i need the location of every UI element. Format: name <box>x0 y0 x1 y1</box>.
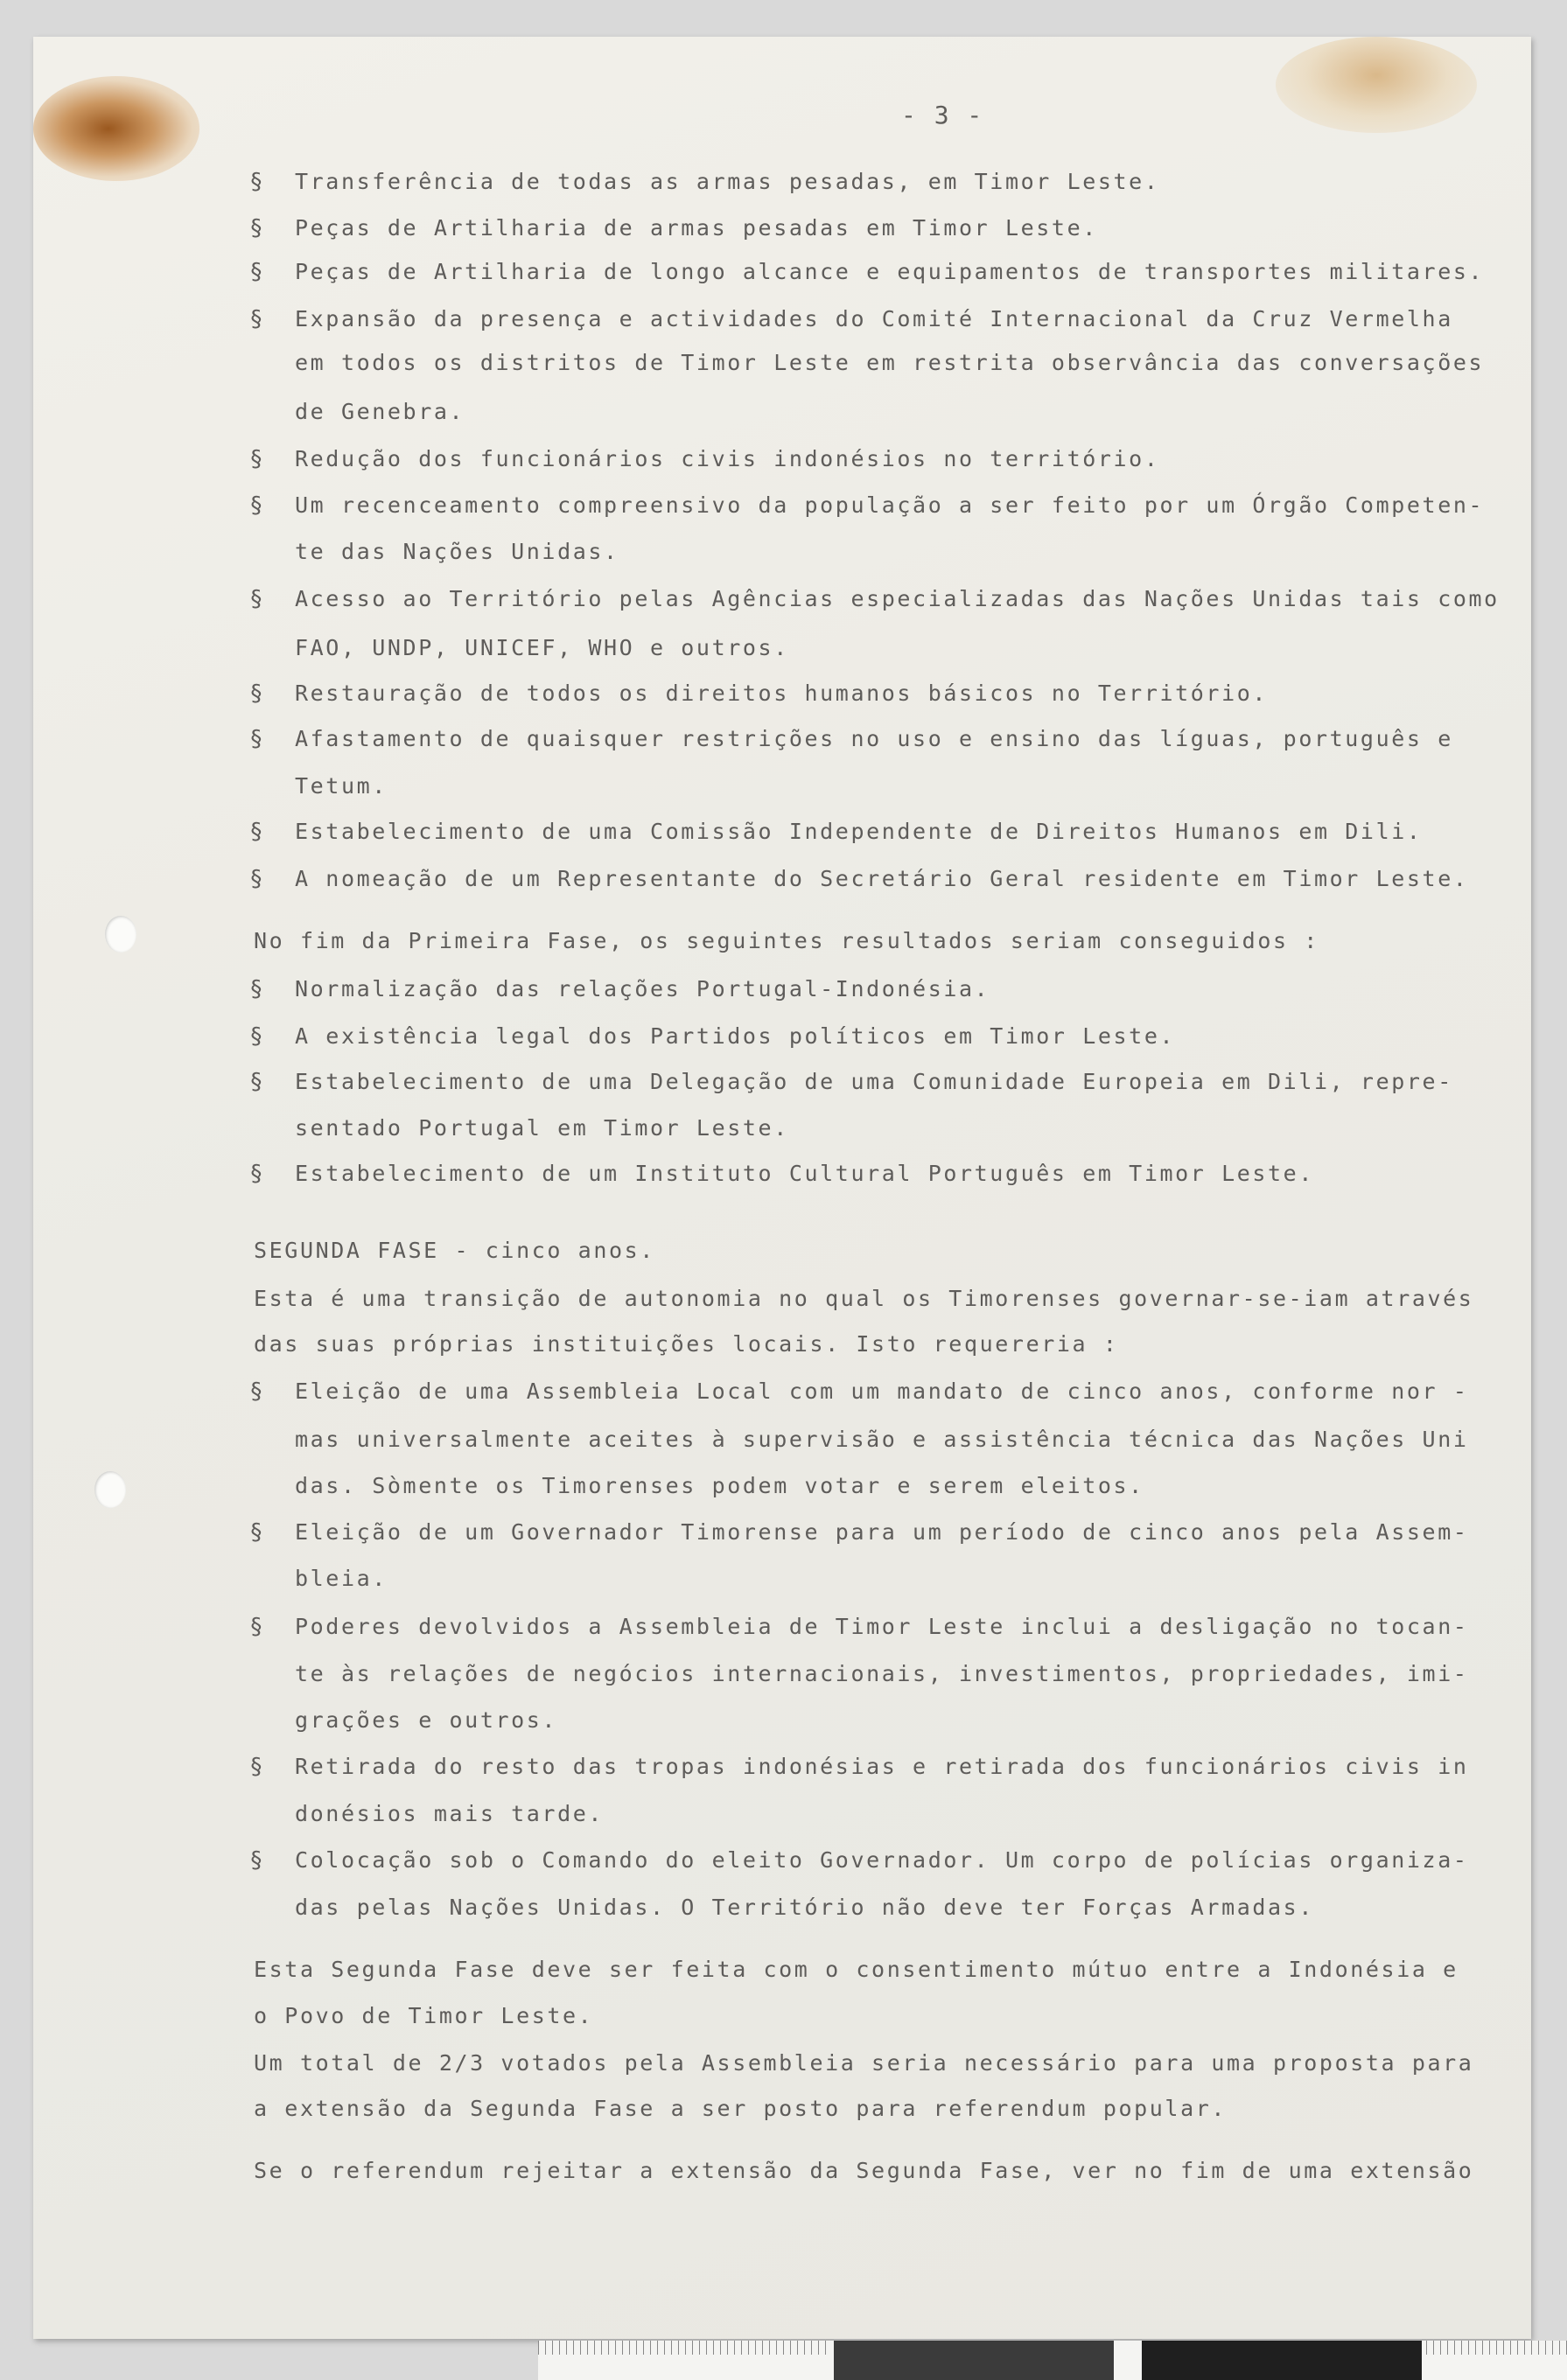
page-number: - 3 - <box>901 101 984 129</box>
section-bullet: § <box>249 680 263 707</box>
black-calibration-block <box>1142 2341 1422 2380</box>
text-line: Normalização das relações Portugal-Indonésia. <box>295 976 990 1002</box>
text-line: A nomeação de um Representante do Secretário Geral residente em Timor Leste. <box>295 866 1469 891</box>
rust-stain <box>33 76 199 181</box>
text-line: Esta é uma transição de autonomia no qual os Timorenses governar-se-iam através <box>254 1286 1474 1311</box>
text-line: Peças de Artilharia de armas pesadas em Timor Leste. <box>295 215 1098 241</box>
ruler-ticks <box>538 2341 827 2355</box>
text-line: grações e outros. <box>295 1707 558 1733</box>
text-line: Esta Segunda Fase deve ser feita com o consentimento mútuo entre a Indonésia e <box>254 1957 1459 1982</box>
ruler-ticks <box>1426 2341 1567 2355</box>
text-line: sentado Portugal em Timor Leste. <box>295 1115 789 1141</box>
text-line: SEGUNDA FASE - cinco anos. <box>254 1238 655 1263</box>
section-bullet: § <box>249 259 263 285</box>
document-page <box>33 37 1531 2339</box>
text-line: No fim da Primeira Fase, os seguintes resultados seriam conseguidos : <box>254 928 1319 953</box>
text-line: Poderes devolvidos a Assembleia de Timor Leste inclui a desligação no tocan- <box>295 1614 1469 1639</box>
section-bullet: § <box>249 1847 263 1874</box>
text-line: de Genebra. <box>295 399 465 424</box>
text-line: das. Sòmente os Timorenses podem votar e serem eleitos. <box>295 1473 1144 1498</box>
text-line: A existência legal dos Partidos políticos em Timor Leste. <box>295 1023 1176 1049</box>
punch-hole <box>94 1471 126 1508</box>
section-bullet: § <box>249 586 263 612</box>
section-bullet: § <box>249 215 263 241</box>
section-bullet: § <box>249 169 263 195</box>
text-line: Estabelecimento de um Instituto Cultural Português em Timor Leste. <box>295 1161 1314 1186</box>
section-bullet: § <box>249 976 263 1002</box>
text-line: Estabelecimento de uma Comissão Independente de Direitos Humanos em Dili. <box>295 819 1423 844</box>
section-bullet: § <box>249 306 263 332</box>
text-line: Estabelecimento de uma Delegação de uma Comunidade Europeia em Dili, repre- <box>295 1069 1453 1094</box>
section-bullet: § <box>249 866 263 892</box>
section-bullet: § <box>249 492 263 519</box>
text-line: Redução dos funcionários civis indonésios no território. <box>295 446 1160 471</box>
section-bullet: § <box>249 446 263 472</box>
text-line: Um total de 2/3 votados pela Assembleia seria necessário para uma proposta para <box>254 2050 1474 2076</box>
scale-ruler <box>538 2341 1567 2380</box>
text-line: Acesso ao Território pelas Agências especializadas das Nações Unidas tais como <box>295 586 1500 611</box>
text-line: das pelas Nações Unidas. O Território não deve ter Forças Armadas. <box>295 1895 1314 1920</box>
punch-hole <box>105 916 136 953</box>
text-line: bleia. <box>295 1566 388 1591</box>
section-bullet: § <box>249 1519 263 1546</box>
text-line: Peças de Artilharia de longo alcance e equipamentos de transportes militares. <box>295 259 1485 284</box>
white-calibration-block <box>1123 2341 1136 2380</box>
section-bullet: § <box>249 1614 263 1640</box>
gray-calibration-block <box>834 2341 1114 2380</box>
section-bullet: § <box>249 1378 263 1405</box>
text-line: a extensão da Segunda Fase a ser posto para referendum popular. <box>254 2096 1228 2121</box>
text-line: Tetum. <box>295 773 388 799</box>
text-line: Restauração de todos os direitos humanos básicos no Território. <box>295 680 1269 706</box>
section-bullet: § <box>249 726 263 752</box>
text-line: o Povo de Timor Leste. <box>254 2003 594 2028</box>
text-line: te das Nações Unidas. <box>295 539 619 564</box>
section-bullet: § <box>249 1069 263 1095</box>
text-line: Afastamento de quaisquer restrições no uso e ensino das líguas, português e <box>295 726 1453 751</box>
text-line: donésios mais tarde. <box>295 1801 605 1826</box>
section-bullet: § <box>249 819 263 845</box>
text-line: Eleição de um Governador Timorense para um período de cinco anos pela Assem- <box>295 1519 1469 1545</box>
text-line: te às relações de negócios internacionais, investimentos, propriedades, imi- <box>295 1661 1469 1686</box>
section-bullet: § <box>249 1754 263 1780</box>
text-line: Expansão da presença e actividades do Comité Internacional da Cruz Vermelha <box>295 306 1453 332</box>
water-stain <box>1276 37 1477 133</box>
text-line: Um recenceamento compreensivo da população a ser feito por um Órgão Competen- <box>295 492 1485 518</box>
text-line: Transferência de todas as armas pesadas, em Timor Leste. <box>295 169 1160 194</box>
text-line: FAO, UNDP, UNICEF, WHO e outros. <box>295 635 789 660</box>
text-line: Eleição de uma Assembleia Local com um mandato de cinco anos, conforme nor - <box>295 1378 1469 1404</box>
text-line: Retirada do resto das tropas indonésias e retirada dos funcionários civis in <box>295 1754 1469 1779</box>
section-bullet: § <box>249 1023 263 1050</box>
text-line: mas universalmente aceites à supervisão e assistência técnica das Nações Uni <box>295 1427 1469 1452</box>
text-line: das suas próprias instituições locais. Isto requereria : <box>254 1331 1119 1357</box>
text-line: Se o referendum rejeitar a extensão da Segunda Fase, ver no fim de uma extensão <box>254 2158 1474 2183</box>
section-bullet: § <box>249 1161 263 1187</box>
text-line: Colocação sob o Comando do eleito Governador. Um corpo de polícias organiza- <box>295 1847 1469 1873</box>
text-line: em todos os distritos de Timor Leste em restrita observância das conversações <box>295 350 1485 375</box>
